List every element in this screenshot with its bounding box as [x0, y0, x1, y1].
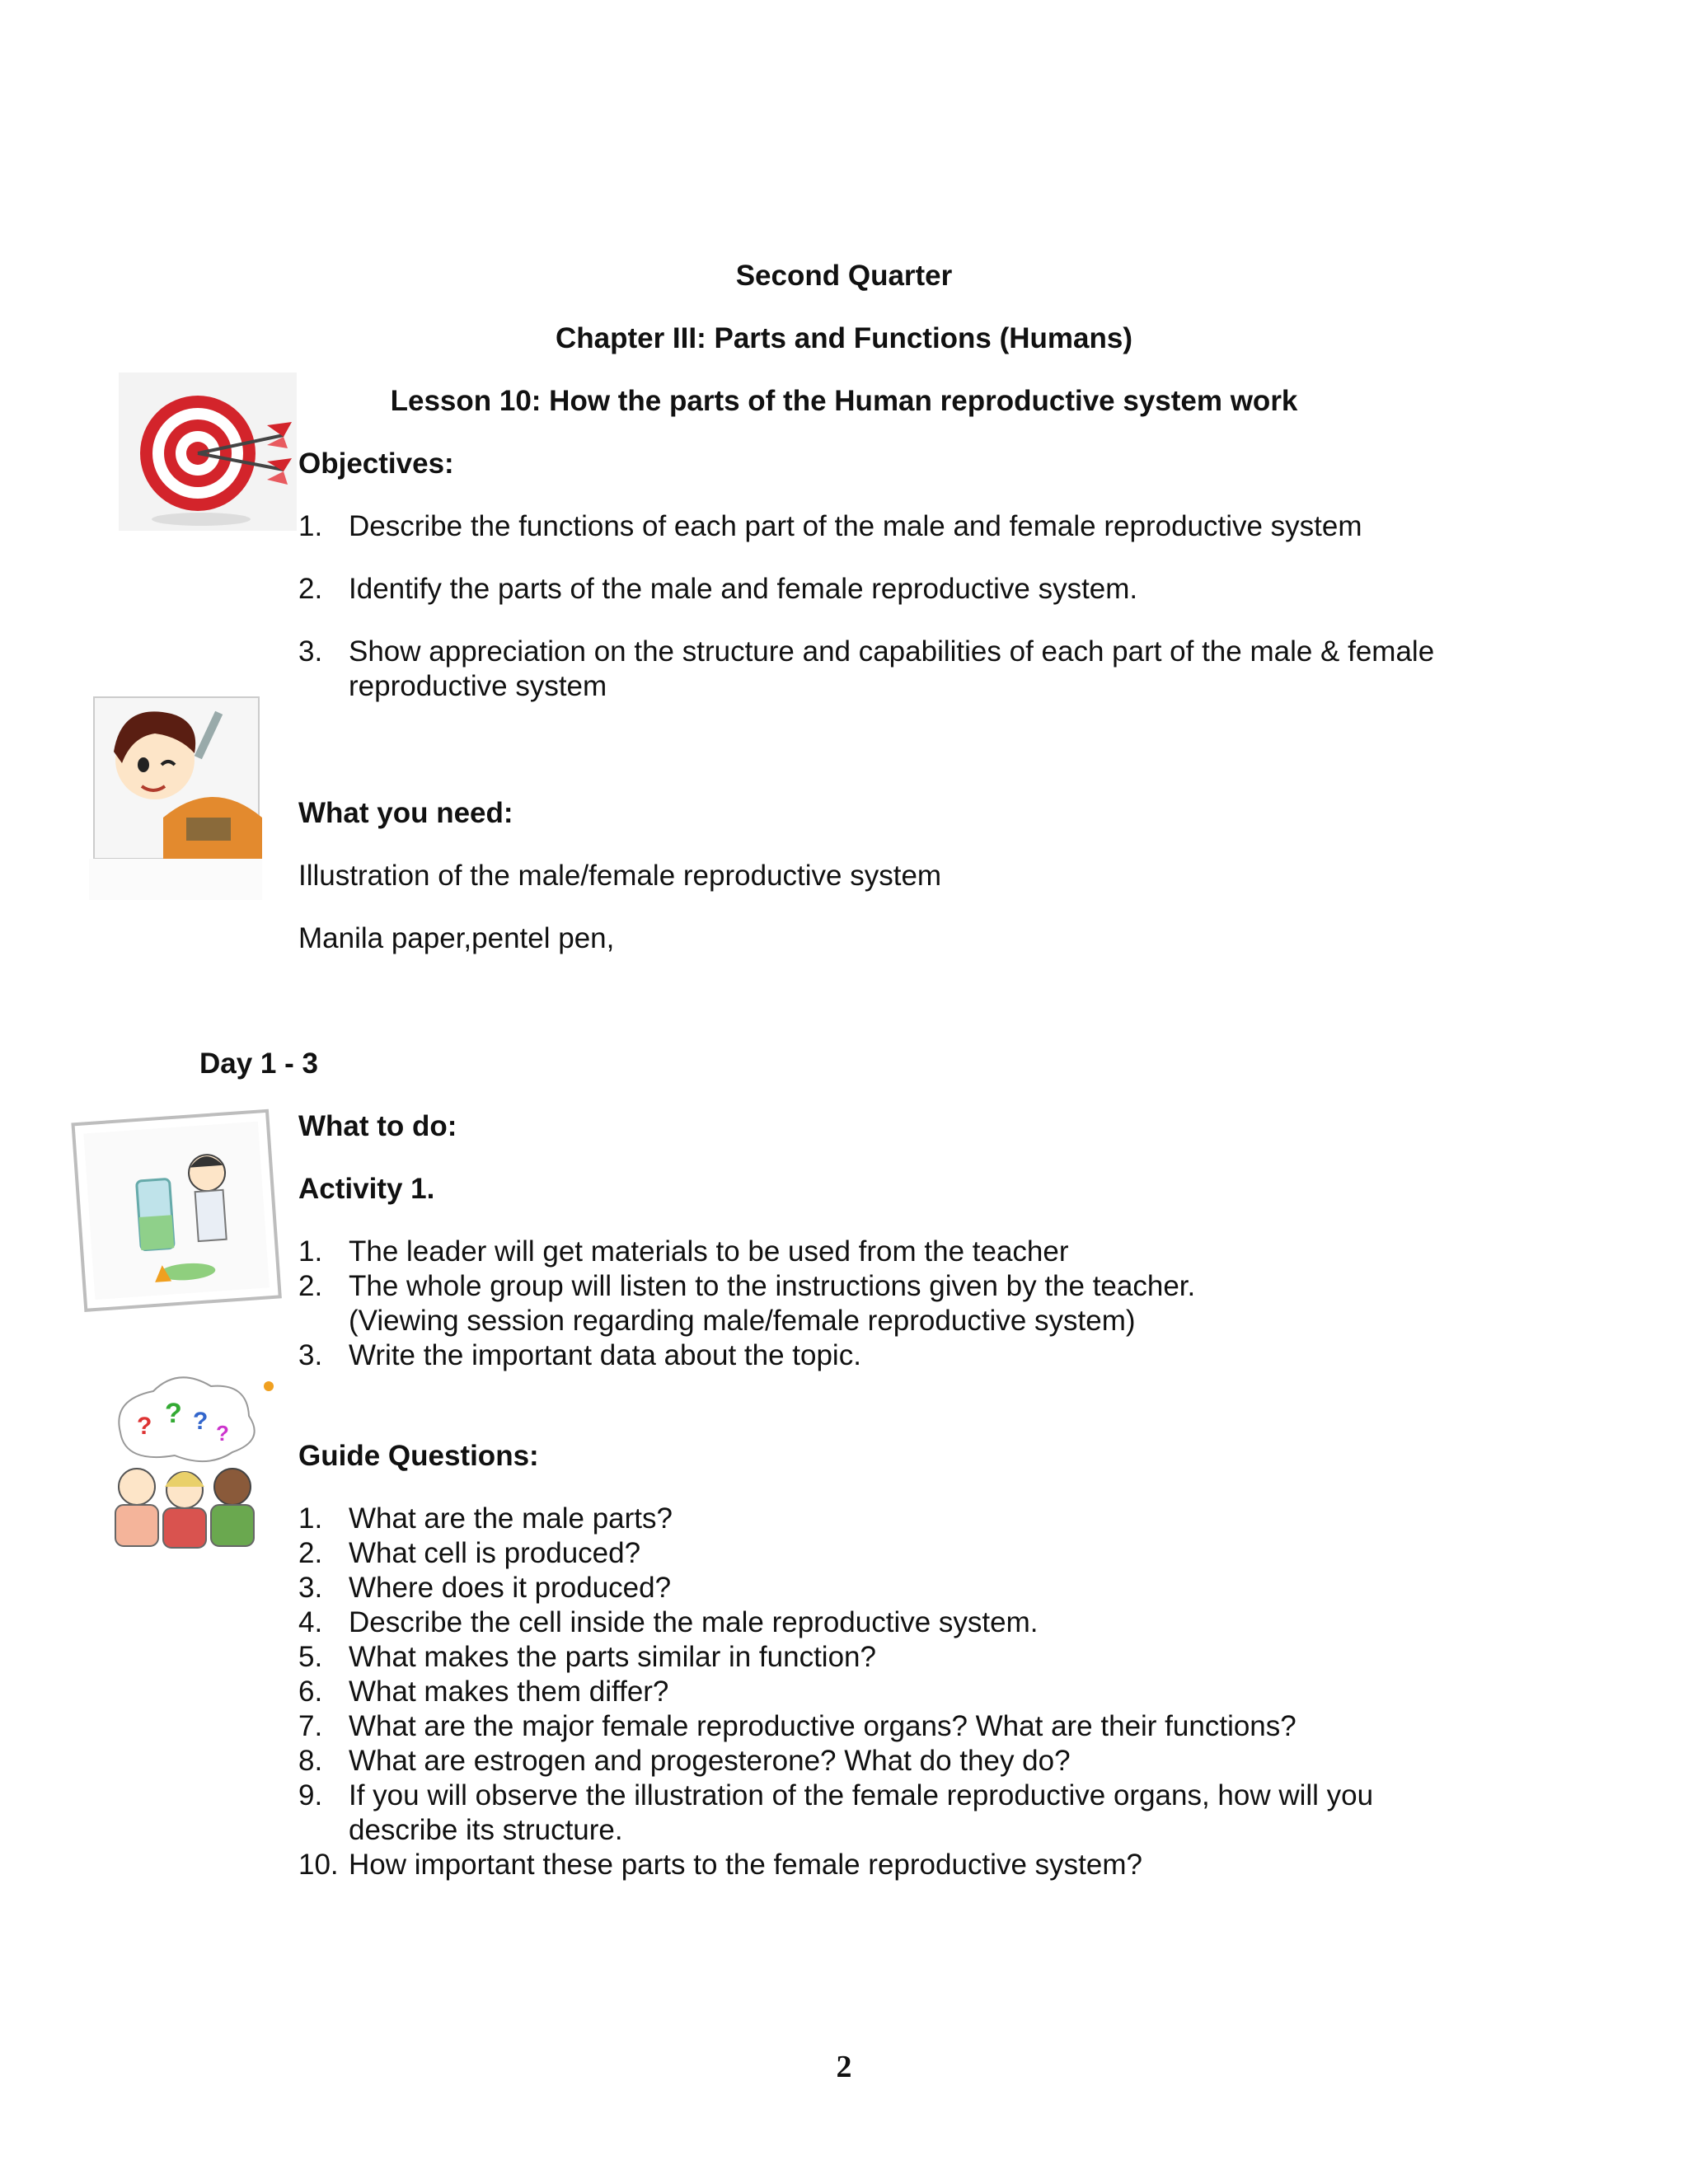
scientist-experiment-icon [59, 1099, 290, 1323]
child-with-tools-icon [89, 694, 262, 904]
people-thinking-questions-icon [104, 1375, 285, 1555]
list-item: 1. What are the male parts? [298, 1502, 673, 1535]
list-item: 5. What makes the parts similar in function? [298, 1641, 876, 1673]
svg-text:?: ? [216, 1421, 229, 1446]
objectives-list [298, 509, 1434, 704]
quarter-title: Second Quarter [735, 260, 953, 292]
list-item: 7. What are the major female reproductive organs? What are their functions? [298, 1710, 1296, 1742]
list-item: 4. Describe the cell inside the male reproductive system. [298, 1606, 1039, 1638]
svg-text:?: ? [193, 1408, 209, 1435]
list-item: 10. How important these parts to the female reproductive system? [298, 1849, 1142, 1881]
guide-heading: Guide Questions: [298, 1440, 539, 1472]
todo-heading: What to do: [298, 1110, 457, 1142]
list-item: 3. Where does it produced? [298, 1572, 672, 1604]
needs-heading: What you need: [298, 797, 513, 829]
list-item: 9. If you will observe the illustration of the female reproductive organs, how will you describe its structure. [298, 1779, 1374, 1846]
target-with-darts-icon [119, 373, 297, 535]
objectives-heading: Objectives: [298, 448, 454, 480]
list-item: 2. What cell is produced? [298, 1537, 641, 1569]
chapter-title: Chapter III: Parts and Functions (Humans) [555, 322, 1133, 354]
list-item: 8. What are estrogen and progesterone? What do they do? [298, 1745, 1071, 1777]
guide-questions-list [298, 1502, 1373, 1882]
list-item: 1. Describe the functions of each part of the male and female reproductive system [298, 510, 1362, 542]
list-item: 3. Show appreciation on the structure and capabilities of each part of the male & female reproductive system [298, 635, 1435, 702]
svg-text:?: ? [137, 1413, 152, 1440]
list-item: 1. The leader will get materials to be used from the teacher [298, 1235, 1069, 1268]
lesson-title: Lesson 10: How the parts of the Human reproductive system work [390, 385, 1298, 417]
list-item: 2. The whole group will listen to the instructions given by the teacher. (Viewing session regarding male/female reproductive system) [298, 1270, 1196, 1337]
svg-text:?: ? [165, 1398, 182, 1429]
needs-item-materials: Manila paper,pentel pen, [298, 922, 615, 954]
activity-heading: Activity 1. [298, 1173, 435, 1205]
needs-item-illustration: Illustration of the male/female reproductive system [298, 860, 942, 892]
day-label: Day 1 - 3 [199, 1047, 318, 1080]
list-item: 6. What makes them differ? [298, 1675, 669, 1708]
list-item: 2. Identify the parts of the male and female reproductive system. [298, 573, 1138, 605]
page-number: 2 [836, 2050, 852, 2084]
list-item: 3. Write the important data about the topic. [298, 1339, 861, 1371]
todo-list [298, 1235, 1195, 1373]
